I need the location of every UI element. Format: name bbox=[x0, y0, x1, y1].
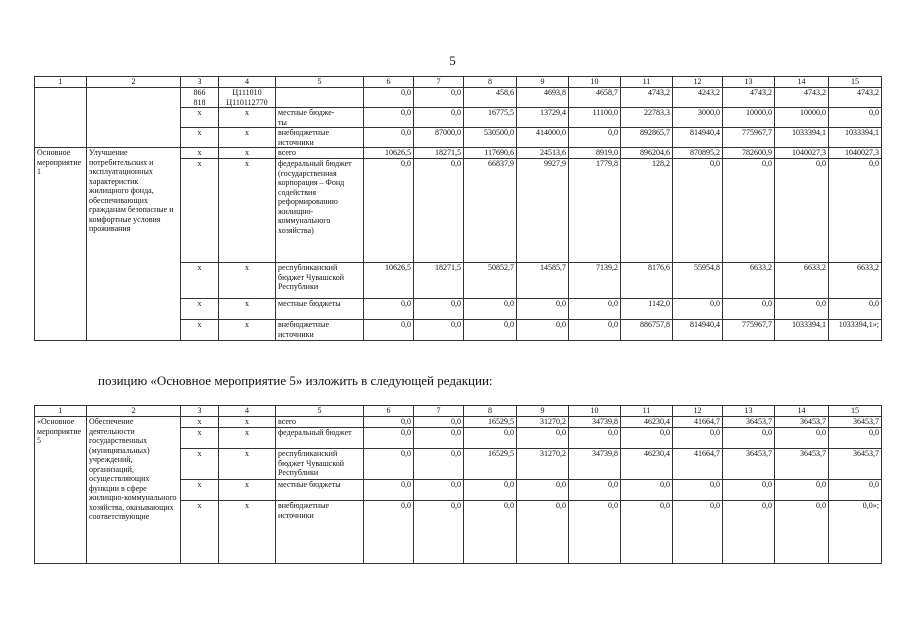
csr-code-cell: х bbox=[219, 417, 276, 428]
year-value-cell: 0,0 bbox=[775, 480, 829, 501]
page-number: 5 bbox=[449, 53, 456, 68]
csr-code-cell: х bbox=[219, 501, 276, 564]
year-value-cell: 0,0 bbox=[775, 428, 829, 449]
year-value-cell: 0,0 bbox=[364, 88, 414, 108]
year-value-cell: 0,0 bbox=[673, 480, 723, 501]
year-value-cell: 0,0 bbox=[364, 108, 414, 128]
year-value-cell: 814940,4 bbox=[673, 320, 723, 341]
gr-code-cell: х bbox=[181, 501, 219, 564]
column-number-7: 7 bbox=[414, 406, 464, 417]
year-value-cell: 0,0 bbox=[569, 480, 621, 501]
year-value-cell: 0,0 bbox=[829, 480, 882, 501]
year-value-cell: 1779,8 bbox=[569, 159, 621, 263]
measure-name-cell bbox=[87, 88, 181, 148]
year-value-cell: 66837,9 bbox=[464, 159, 517, 263]
column-number-2: 2 bbox=[87, 77, 181, 88]
column-number-15: 15 bbox=[829, 77, 882, 88]
year-value-cell: 4243,2 bbox=[673, 88, 723, 108]
year-value-cell: 4693,8 bbox=[517, 88, 569, 108]
funding-source-cell: республиканский бюджет Чувашской Республики bbox=[276, 263, 364, 299]
gr-code-cell: х bbox=[181, 108, 219, 128]
csr-code-cell: х bbox=[219, 428, 276, 449]
csr-code-cell: х bbox=[219, 263, 276, 299]
year-value-cell: 0,0 bbox=[364, 449, 414, 480]
year-value-cell: 0,0 bbox=[414, 449, 464, 480]
budget-table-2 bbox=[34, 405, 882, 564]
year-value-cell: 0,0 bbox=[364, 299, 414, 320]
gr-code-cell: х bbox=[181, 449, 219, 480]
table-row bbox=[35, 417, 882, 428]
year-value-cell: 0,0 bbox=[364, 428, 414, 449]
funding-source-cell: внебюджетные источники bbox=[276, 128, 364, 148]
year-value-cell: 0,0 bbox=[673, 428, 723, 449]
year-value-cell: 6633,2 bbox=[775, 263, 829, 299]
funding-source-cell bbox=[276, 88, 364, 108]
year-value-cell: 0,0 bbox=[464, 428, 517, 449]
year-value-cell: 9927,9 bbox=[517, 159, 569, 263]
year-value-cell: 886757,8 bbox=[621, 320, 673, 341]
year-value-cell: 8176,6 bbox=[621, 263, 673, 299]
csr-code-cell: х bbox=[219, 128, 276, 148]
year-value-cell: 782600,9 bbox=[723, 148, 775, 159]
status-cell: «Основное мероприятие 5 bbox=[35, 417, 87, 564]
year-value-cell: 34739,8 bbox=[569, 449, 621, 480]
year-value-cell: 0,0 bbox=[414, 428, 464, 449]
year-value-cell: 0,0 bbox=[621, 501, 673, 564]
year-value-cell: 0,0 bbox=[414, 320, 464, 341]
year-value-cell: 117690,6 bbox=[464, 148, 517, 159]
year-value-cell: 0,0 bbox=[829, 159, 882, 263]
measure-name-cell: Обеспечение деятельности государственных (муниципальных) учреждений, организаций, осуществляющих функции в сфере жилищно-коммунального хозяйства, оказывающих соответствующие bbox=[87, 417, 181, 564]
funding-source-cell: республиканский бюджет Чувашской Республики bbox=[276, 449, 364, 480]
year-value-cell: 0,0 bbox=[414, 299, 464, 320]
year-value-cell: 0,0 bbox=[364, 159, 414, 263]
year-value-cell: 46230,4 bbox=[621, 449, 673, 480]
year-value-cell: 0,0 bbox=[723, 299, 775, 320]
column-number-3: 3 bbox=[181, 77, 219, 88]
year-value-cell: 46230,4 bbox=[621, 417, 673, 428]
column-number-10: 10 bbox=[569, 77, 621, 88]
column-number-9: 9 bbox=[517, 406, 569, 417]
year-value-cell: 0,0 bbox=[829, 299, 882, 320]
csr-code-cell: х bbox=[219, 449, 276, 480]
year-value-cell: 0,0 bbox=[775, 501, 829, 564]
year-value-cell: 0,0 bbox=[414, 501, 464, 564]
gr-code-cell: х bbox=[181, 263, 219, 299]
year-value-cell: 0,0 bbox=[414, 417, 464, 428]
year-value-cell: 896204,6 bbox=[621, 148, 673, 159]
column-number-6: 6 bbox=[364, 77, 414, 88]
year-value-cell: 3000,0 bbox=[673, 108, 723, 128]
budget-table-1 bbox=[34, 76, 882, 341]
year-value-cell: 1033394,1 bbox=[775, 128, 829, 148]
year-value-cell: 0,0 bbox=[723, 501, 775, 564]
year-value-cell: 4743,2 bbox=[829, 88, 882, 108]
year-value-cell: 10000,0 bbox=[775, 108, 829, 128]
year-value-cell: 16775,5 bbox=[464, 108, 517, 128]
funding-source-cell: федеральный бюджет bbox=[276, 428, 364, 449]
year-value-cell: 0,0 bbox=[723, 159, 775, 263]
gr-code-cell: х bbox=[181, 480, 219, 501]
funding-source-cell: внебюджетные источники bbox=[276, 501, 364, 564]
year-value-cell: 0,0 bbox=[569, 299, 621, 320]
year-value-cell: 1040027,3 bbox=[775, 148, 829, 159]
column-number-11: 11 bbox=[621, 406, 673, 417]
column-number-12: 12 bbox=[673, 406, 723, 417]
gr-code-cell: х bbox=[181, 299, 219, 320]
column-number-3: 3 bbox=[181, 406, 219, 417]
measure-name-cell: Улучшение потребительских и эксплуатационных характеристик жилищного фонда, обеспечивающих гражданам безопасные и комфортные условия проживания bbox=[87, 148, 181, 341]
year-value-cell: 50852,7 bbox=[464, 263, 517, 299]
year-value-cell: 414000,0 bbox=[517, 128, 569, 148]
column-number-13: 13 bbox=[723, 77, 775, 88]
year-value-cell: 0,0 bbox=[517, 480, 569, 501]
column-number-12: 12 bbox=[673, 77, 723, 88]
column-number-5: 5 bbox=[276, 406, 364, 417]
column-number-6: 6 bbox=[364, 406, 414, 417]
year-value-cell: 0,0 bbox=[364, 417, 414, 428]
year-value-cell: 892865,7 bbox=[621, 128, 673, 148]
year-value-cell: 31270,2 bbox=[517, 417, 569, 428]
year-value-cell: 1142,0 bbox=[621, 299, 673, 320]
year-value-cell: 0,0 bbox=[829, 108, 882, 128]
year-value-cell: 0,0 bbox=[775, 299, 829, 320]
year-value-cell: 36453,7 bbox=[723, 417, 775, 428]
year-value-cell: 0,0 bbox=[569, 428, 621, 449]
column-number-4: 4 bbox=[219, 77, 276, 88]
year-value-cell: 31270,2 bbox=[517, 449, 569, 480]
column-number-15: 15 bbox=[829, 406, 882, 417]
year-value-cell: 0,0 bbox=[723, 428, 775, 449]
year-value-cell: 4743,2 bbox=[621, 88, 673, 108]
year-value-cell: 36453,7 bbox=[775, 449, 829, 480]
year-value-cell: 0,0 bbox=[464, 320, 517, 341]
status-cell: Основное мероприятие 1 bbox=[35, 148, 87, 341]
column-number-5: 5 bbox=[276, 77, 364, 88]
year-value-cell: 10626,5 bbox=[364, 263, 414, 299]
year-value-cell: 0,0 bbox=[569, 320, 621, 341]
column-number-11: 11 bbox=[621, 77, 673, 88]
column-number-1: 1 bbox=[35, 406, 87, 417]
year-value-cell: 4743,2 bbox=[723, 88, 775, 108]
year-value-cell: 814940,4 bbox=[673, 128, 723, 148]
year-value-cell: 0,0 bbox=[723, 480, 775, 501]
column-number-4: 4 bbox=[219, 406, 276, 417]
year-value-cell: 7139,2 bbox=[569, 263, 621, 299]
year-value-cell: 10000,0 bbox=[723, 108, 775, 128]
year-value-cell: 1033394,1»; bbox=[829, 320, 882, 341]
column-number-8: 8 bbox=[464, 406, 517, 417]
year-value-cell: 4743,2 bbox=[775, 88, 829, 108]
funding-source-cell: всего bbox=[276, 148, 364, 159]
table-row bbox=[35, 148, 882, 159]
column-number-row bbox=[35, 77, 882, 88]
year-value-cell: 0,0 bbox=[364, 480, 414, 501]
year-value-cell: 870895,2 bbox=[673, 148, 723, 159]
year-value-cell: 6633,2 bbox=[829, 263, 882, 299]
year-value-cell: 18271,5 bbox=[414, 263, 464, 299]
column-number-10: 10 bbox=[569, 406, 621, 417]
gr-code-cell: х bbox=[181, 159, 219, 263]
year-value-cell: 4658,7 bbox=[569, 88, 621, 108]
column-number-14: 14 bbox=[775, 406, 829, 417]
year-value-cell: 0,0 bbox=[414, 480, 464, 501]
year-value-cell: 34739,8 bbox=[569, 417, 621, 428]
year-value-cell: 0,0 bbox=[517, 320, 569, 341]
year-value-cell: 36453,7 bbox=[723, 449, 775, 480]
status-cell bbox=[35, 88, 87, 148]
column-number-2: 2 bbox=[87, 406, 181, 417]
year-value-cell: 55954,8 bbox=[673, 263, 723, 299]
column-number-7: 7 bbox=[414, 77, 464, 88]
year-value-cell: 18271,5 bbox=[414, 148, 464, 159]
csr-code-cell: х bbox=[219, 108, 276, 128]
year-value-cell: 0,0 bbox=[414, 159, 464, 263]
year-value-cell: 458,6 bbox=[464, 88, 517, 108]
year-value-cell: 11100,0 bbox=[569, 108, 621, 128]
funding-source-cell: внебюджетные источники bbox=[276, 320, 364, 341]
column-number-14: 14 bbox=[775, 77, 829, 88]
year-value-cell: 0,0 bbox=[414, 108, 464, 128]
year-value-cell: 0,0»; bbox=[829, 501, 882, 564]
csr-code-cell: х bbox=[219, 299, 276, 320]
column-number-13: 13 bbox=[723, 406, 775, 417]
csr-code-cell: Ц111010 Ц110112770 bbox=[219, 88, 276, 108]
column-number-1: 1 bbox=[35, 77, 87, 88]
gr-code-cell: 866 818 bbox=[181, 88, 219, 108]
year-value-cell: 10626,5 bbox=[364, 148, 414, 159]
year-value-cell: 1033394,1 bbox=[829, 128, 882, 148]
year-value-cell: 36453,7 bbox=[829, 449, 882, 480]
year-value-cell: 1040027,3 bbox=[829, 148, 882, 159]
column-number-9: 9 bbox=[517, 77, 569, 88]
year-value-cell: 0,0 bbox=[364, 128, 414, 148]
year-value-cell: 14585,7 bbox=[517, 263, 569, 299]
year-value-cell: 0,0 bbox=[673, 501, 723, 564]
year-value-cell: 8919,0 bbox=[569, 148, 621, 159]
year-value-cell: 0,0 bbox=[517, 299, 569, 320]
year-value-cell: 0,0 bbox=[464, 501, 517, 564]
gr-code-cell: х bbox=[181, 320, 219, 341]
year-value-cell: 16529,5 bbox=[464, 449, 517, 480]
year-value-cell: 36453,7 bbox=[829, 417, 882, 428]
gr-code-cell: х bbox=[181, 428, 219, 449]
year-value-cell: 87000,0 bbox=[414, 128, 464, 148]
year-value-cell: 0,0 bbox=[569, 128, 621, 148]
year-value-cell: 0,0 bbox=[829, 428, 882, 449]
year-value-cell: 0,0 bbox=[621, 480, 673, 501]
year-value-cell: 0,0 bbox=[414, 88, 464, 108]
year-value-cell: 0,0 bbox=[673, 159, 723, 263]
csr-code-cell: х bbox=[219, 320, 276, 341]
year-value-cell: 13729,4 bbox=[517, 108, 569, 128]
year-value-cell: 0,0 bbox=[364, 320, 414, 341]
funding-source-cell: местные бюджеты bbox=[276, 299, 364, 320]
funding-source-cell: местные бюдже- ты bbox=[276, 108, 364, 128]
csr-code-cell: х bbox=[219, 159, 276, 263]
funding-source-cell: всего bbox=[276, 417, 364, 428]
year-value-cell: 6633,2 bbox=[723, 263, 775, 299]
year-value-cell: 41664,7 bbox=[673, 417, 723, 428]
year-value-cell: 16529,5 bbox=[464, 417, 517, 428]
year-value-cell: 775967,7 bbox=[723, 320, 775, 341]
year-value-cell: 0,0 bbox=[621, 428, 673, 449]
table-row bbox=[35, 88, 882, 108]
funding-source-cell: федеральный бюджет (государственная корпорация – Фонд содействия реформированию жилищно-коммунального хозяйства) bbox=[276, 159, 364, 263]
year-value-cell: 0,0 bbox=[673, 299, 723, 320]
funding-source-cell: местные бюджеты bbox=[276, 480, 364, 501]
column-number-8: 8 bbox=[464, 77, 517, 88]
year-value-cell: 0,0 bbox=[517, 501, 569, 564]
gr-code-cell: х bbox=[181, 148, 219, 159]
year-value-cell: 0,0 bbox=[569, 501, 621, 564]
year-value-cell: 775967,7 bbox=[723, 128, 775, 148]
csr-code-cell: х bbox=[219, 148, 276, 159]
csr-code-cell: х bbox=[219, 480, 276, 501]
year-value-cell: 128,2 bbox=[621, 159, 673, 263]
year-value-cell: 0,0 bbox=[775, 159, 829, 263]
year-value-cell: 530500,0 bbox=[464, 128, 517, 148]
year-value-cell: 0,0 bbox=[364, 501, 414, 564]
year-value-cell: 0,0 bbox=[464, 299, 517, 320]
year-value-cell: 1033394,1 bbox=[775, 320, 829, 341]
column-number-row bbox=[35, 406, 882, 417]
instruction-text: позицию «Основное мероприятие 5» изложить в следующей редакции: bbox=[98, 373, 493, 388]
year-value-cell: 0,0 bbox=[464, 480, 517, 501]
year-value-cell: 0,0 bbox=[517, 428, 569, 449]
year-value-cell: 41664,7 bbox=[673, 449, 723, 480]
gr-code-cell: х bbox=[181, 417, 219, 428]
year-value-cell: 36453,7 bbox=[775, 417, 829, 428]
year-value-cell: 24513,6 bbox=[517, 148, 569, 159]
gr-code-cell: х bbox=[181, 128, 219, 148]
year-value-cell: 22783,3 bbox=[621, 108, 673, 128]
